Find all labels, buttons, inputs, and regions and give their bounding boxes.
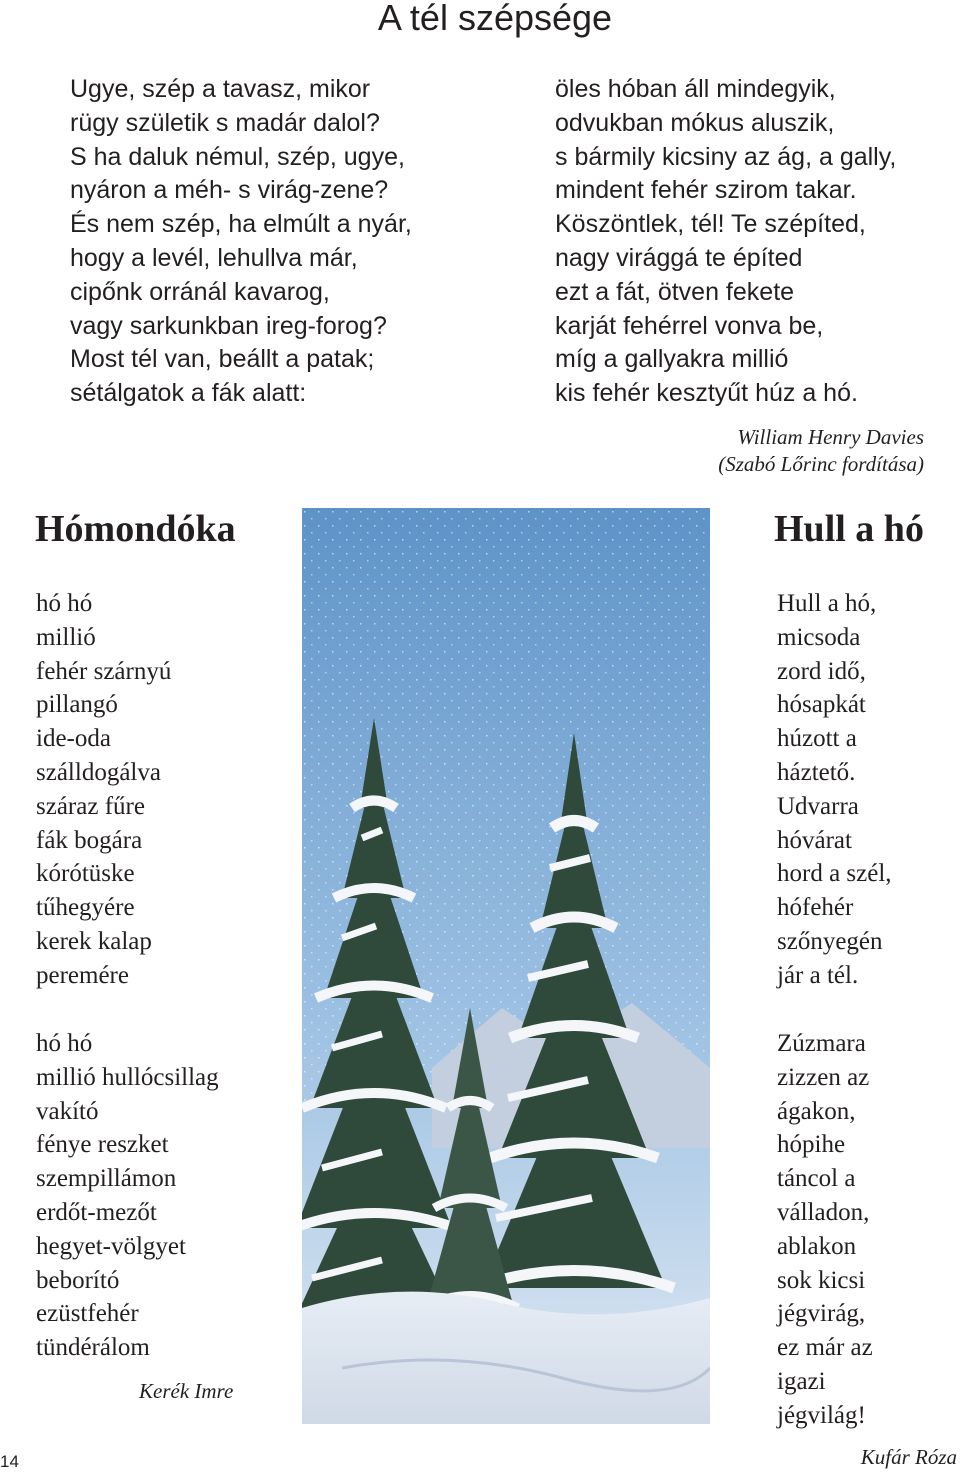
verse-line: És nem szép, ha elmúlt a nyár, xyxy=(70,210,412,239)
verse-line: háztető. xyxy=(777,758,856,786)
verse-line: táncol a xyxy=(777,1165,856,1193)
verse-line: ezt a fát, ötven fekete xyxy=(555,277,795,306)
verse-line: zizzen az xyxy=(777,1063,870,1091)
verse-line: pillangó xyxy=(36,691,118,719)
verse-line: hóvárat xyxy=(777,826,852,854)
hull-a-ho-stanza-2 xyxy=(777,1027,873,1433)
verse-line: szőnyegén xyxy=(777,927,883,955)
verse-line: s bármily kicsiny az ág, a gally, xyxy=(555,142,897,171)
intro-poem-left-column xyxy=(70,73,412,411)
verse-line: hó hó xyxy=(36,590,93,617)
verse-line: jégvilág! xyxy=(777,1401,866,1429)
intro-poem-right-column xyxy=(555,73,896,411)
verse-line: száraz fűre xyxy=(36,792,145,820)
verse-line: Köszöntlek, tél! Te szépíted, xyxy=(555,210,866,239)
verse-line: fénye reszket xyxy=(36,1131,169,1159)
verse-line: Ugye, szép a tavasz, mikor xyxy=(70,75,371,103)
verse-line: hó hó xyxy=(36,1030,93,1057)
verse-line: tündérálom xyxy=(36,1334,150,1362)
translator-credit: (Szabó Lőrinc fordítása) xyxy=(718,452,924,476)
homondoka-stanza-2 xyxy=(36,1027,219,1365)
homondoka-author: Kerék Imre xyxy=(139,1379,234,1403)
verse-line: Udvarra xyxy=(777,792,859,820)
verse-line: szálldogálva xyxy=(36,758,161,786)
verse-line: vagy sarkunkban ireg-forog? xyxy=(70,311,387,340)
verse-line: ide-oda xyxy=(36,725,111,753)
verse-line: kórótüske xyxy=(36,860,135,888)
verse-line: válladon, xyxy=(777,1198,870,1226)
verse-line: Most tél van, beállt a patak; xyxy=(70,345,375,374)
verse-line: odvukban mókus aluszik, xyxy=(555,108,835,137)
intro-poem-author xyxy=(718,424,924,478)
verse-line: jár a tél. xyxy=(777,961,859,989)
verse-line: ez már az xyxy=(777,1334,873,1362)
verse-line: millió hullócsillag xyxy=(36,1063,219,1091)
hull-a-ho-author: Kufár Róza xyxy=(860,1445,957,1469)
verse-line: hord a szél, xyxy=(777,860,892,888)
verse-line: ezüstfehér xyxy=(36,1300,139,1328)
verse-line: rügy születik s madár dalol? xyxy=(70,108,380,137)
verse-line: igazi xyxy=(777,1367,826,1395)
verse-line: cipőnk orránál kavarog, xyxy=(70,277,330,306)
snowy-fir-trees-photo xyxy=(302,508,710,1424)
page-number: 14 xyxy=(0,1452,19,1471)
verse-line: szempillámon xyxy=(36,1165,177,1193)
verse-line: micsoda xyxy=(777,623,861,651)
verse-line: jégvirág, xyxy=(777,1300,866,1328)
verse-line: míg a gallyakra millió xyxy=(555,345,789,374)
verse-line: fehér szárnyú xyxy=(36,657,172,685)
verse-line: zord idő, xyxy=(777,657,866,685)
verse-line: sétálgatok a fák alatt: xyxy=(70,379,307,408)
verse-line: Zúzmara xyxy=(777,1030,866,1057)
winter-forest-illustration xyxy=(302,508,710,1424)
homondoka-stanza-1 xyxy=(36,587,171,993)
author-name: William Henry Davies xyxy=(737,425,924,449)
verse-line: Hull a hó, xyxy=(777,590,877,617)
verse-line: nyáron a méh- s virág-zene? xyxy=(70,176,389,205)
verse-line: beborító xyxy=(36,1266,120,1294)
verse-line: mindent fehér szirom takar. xyxy=(555,176,857,205)
verse-line: millió xyxy=(36,623,96,651)
page-title: A tél szépsége xyxy=(377,0,613,38)
verse-line: húzott a xyxy=(777,725,857,753)
verse-line: kerek kalap xyxy=(36,927,152,955)
verse-line: vakító xyxy=(36,1097,99,1125)
verse-line: fák bogára xyxy=(36,826,143,854)
verse-line: ágakon, xyxy=(777,1097,856,1125)
verse-line: kis fehér kesztyűt húz a hó. xyxy=(555,379,858,408)
verse-line: tűhegyére xyxy=(36,894,135,922)
verse-line: hófehér xyxy=(777,894,854,922)
hull-a-ho-stanza-1 xyxy=(777,587,892,993)
snow-ground xyxy=(302,1292,710,1424)
verse-line: öles hóban áll mindegyik, xyxy=(555,75,836,103)
verse-line: peremére xyxy=(36,961,129,989)
hull-a-ho-title: Hull a hó xyxy=(774,508,924,550)
verse-line: S ha daluk némul, szép, ugye, xyxy=(70,142,405,171)
verse-line: hegyet-völgyet xyxy=(36,1232,186,1260)
homondoka-title: Hómondóka xyxy=(35,508,236,550)
verse-line: ablakon xyxy=(777,1232,857,1260)
verse-line: nagy virággá te építed xyxy=(555,243,803,272)
verse-line: hogy a levél, lehullva már, xyxy=(70,243,358,272)
verse-line: hópihe xyxy=(777,1131,846,1159)
verse-line: hósapkát xyxy=(777,691,866,719)
verse-line: erdőt-mezőt xyxy=(36,1198,157,1226)
verse-line: karját fehérrel vonva be, xyxy=(555,311,824,340)
verse-line: sok kicsi xyxy=(777,1266,866,1294)
